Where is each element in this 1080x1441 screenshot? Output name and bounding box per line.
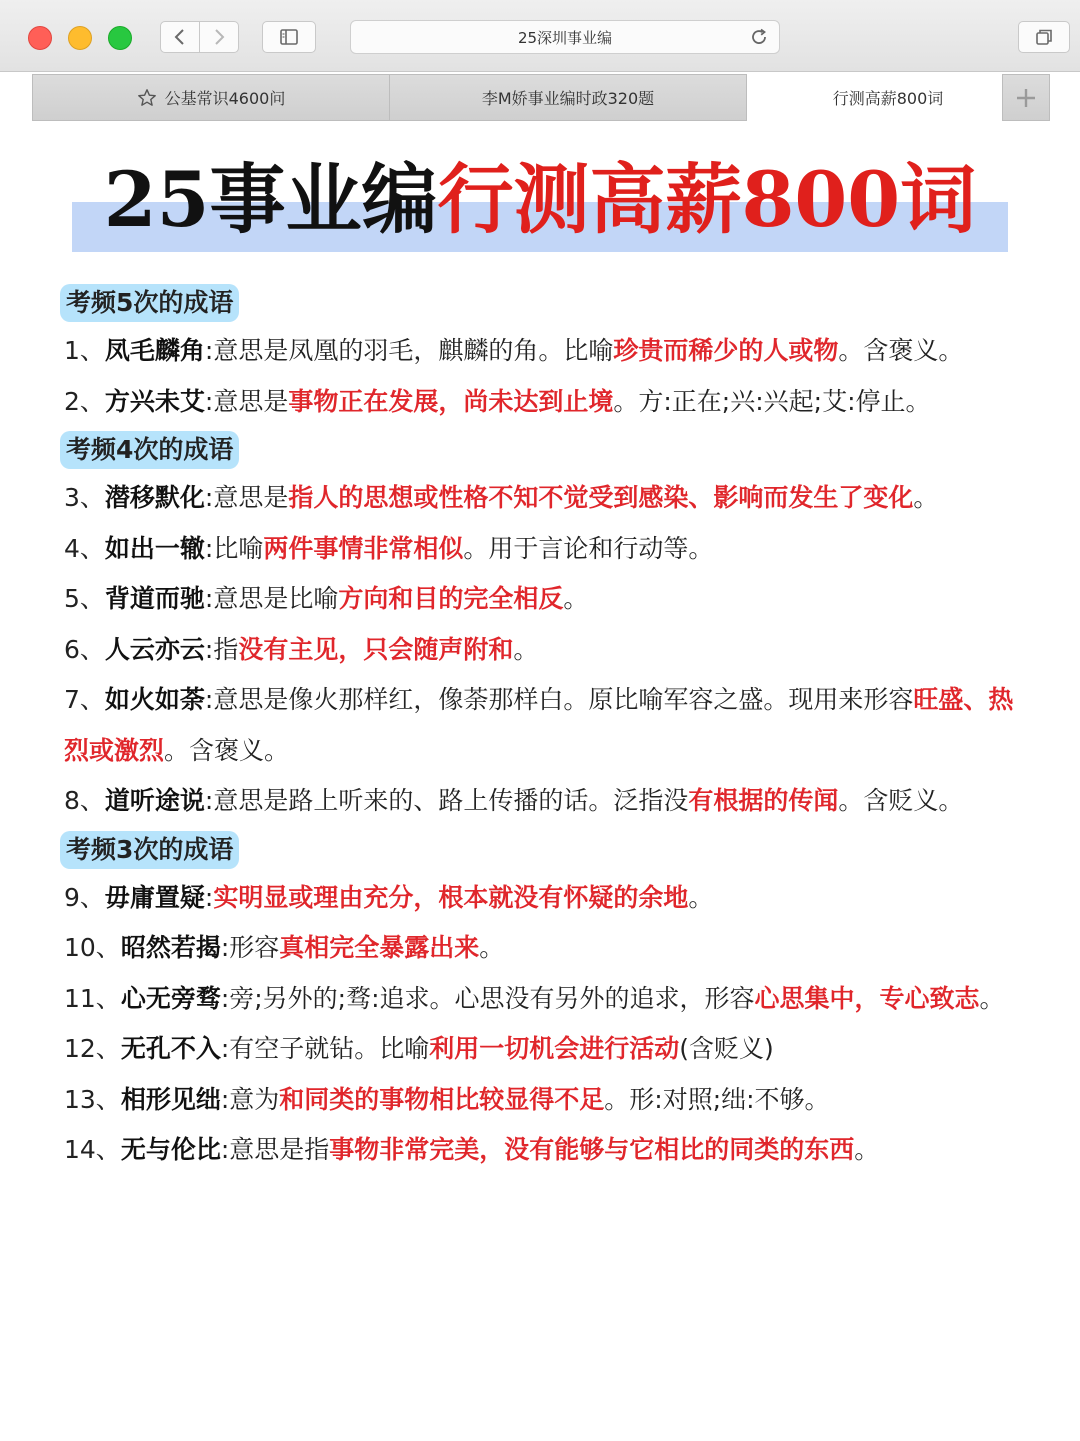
title-black-part: 25事业编 (103, 155, 438, 244)
section-heading: 考频4次的成语 (60, 431, 239, 469)
section-heading: 考频5次的成语 (60, 284, 239, 322)
title-red-part: 行测高薪800词 (437, 155, 977, 244)
address-text: 25深圳事业编 (517, 29, 613, 47)
tab-1-label: 公基常识4600问 (164, 89, 286, 108)
reload-icon[interactable] (749, 27, 769, 47)
minimize-window-button[interactable] (68, 26, 92, 50)
close-window-button[interactable] (28, 26, 52, 50)
list-item: 11、心无旁骛:旁;另外的;骛:追求。心思没有另外的追求，形容心思集中，专心致志。 (64, 983, 1005, 1013)
page-title (72, 150, 1008, 252)
sidebar-icon (279, 28, 299, 46)
zoom-window-button[interactable] (108, 26, 132, 50)
tab-2[interactable] (389, 74, 747, 121)
list-item: 1、凤毛麟角:意思是凤凰的羽毛，麒麟的角。比喻珍贵而稀少的人或物。含褒义。 (64, 336, 964, 365)
tab-overview-icon (1034, 28, 1054, 46)
list-item: 10、昭然若揭:形容真相完全暴露出来。 (64, 933, 505, 962)
plus-icon (1015, 87, 1037, 109)
list-item: 3、潜移默化:意思是指人的思想或性格不知不觉受到感染、影响而发生了变化。 (64, 483, 939, 512)
title-text (72, 150, 1008, 252)
forward-button[interactable] (199, 21, 239, 53)
window-titlebar (0, 0, 1080, 72)
list-item: 6、人云亦云:指没有主见，只会随声附和。 (64, 634, 539, 664)
tab-1[interactable] (32, 74, 390, 121)
list-item: 2、方兴未艾:意思是事物正在发展，尚未达到止境。方:正在;兴:兴起;艾:停止。 (64, 386, 931, 416)
list-item: 8、道听途说:意思是路上听来的、路上传播的话。泛指没有根据的传闻。含贬义。 (64, 786, 964, 815)
list-item: 7、如火如荼:意思是像火那样红，像荼那样白。原比喻军容之盛。现用来形容旺盛、热烈或激烈。含褒义。 (64, 685, 1014, 765)
tab-overview-button[interactable] (1018, 21, 1070, 53)
chevron-right-icon (212, 28, 226, 46)
section-heading: 考频3次的成语 (60, 831, 239, 869)
list-item: 4、如出一辙:比喻两件事情非常相似。用于言论和行动等。 (64, 533, 714, 563)
content (64, 280, 1014, 1176)
list-item: 14、无与伦比:意思是指事物非常完美，没有能够与它相比的同类的东西。 (64, 1135, 880, 1164)
new-tab-button[interactable] (1002, 74, 1050, 121)
back-button[interactable] (160, 21, 200, 53)
tab-3-active[interactable] (747, 74, 1029, 121)
tab-bar (0, 72, 1080, 124)
address-bar[interactable] (350, 20, 780, 54)
list-item: 13、相形见绌:意为和同类的事物相比较显得不足。形:对照;绌:不够。 (64, 1084, 830, 1114)
tab-2-label: 李M娇事业编时政320题 (481, 89, 655, 108)
sidebar-toggle-button[interactable] (262, 21, 316, 53)
list-item: 9、毋庸置疑:实明显或理由充分，根本就没有怀疑的余地。 (64, 882, 714, 912)
chevron-left-icon (173, 28, 187, 46)
star-icon (137, 88, 157, 108)
tab-3-label: 行测高薪800词 (832, 89, 944, 108)
list-item: 12、无孔不入:有空子就钻。比喻利用一切机会进行活动(含贬义) (64, 1034, 774, 1063)
list-item: 5、背道而驰:意思是比喻方向和目的完全相反。 (64, 584, 589, 613)
